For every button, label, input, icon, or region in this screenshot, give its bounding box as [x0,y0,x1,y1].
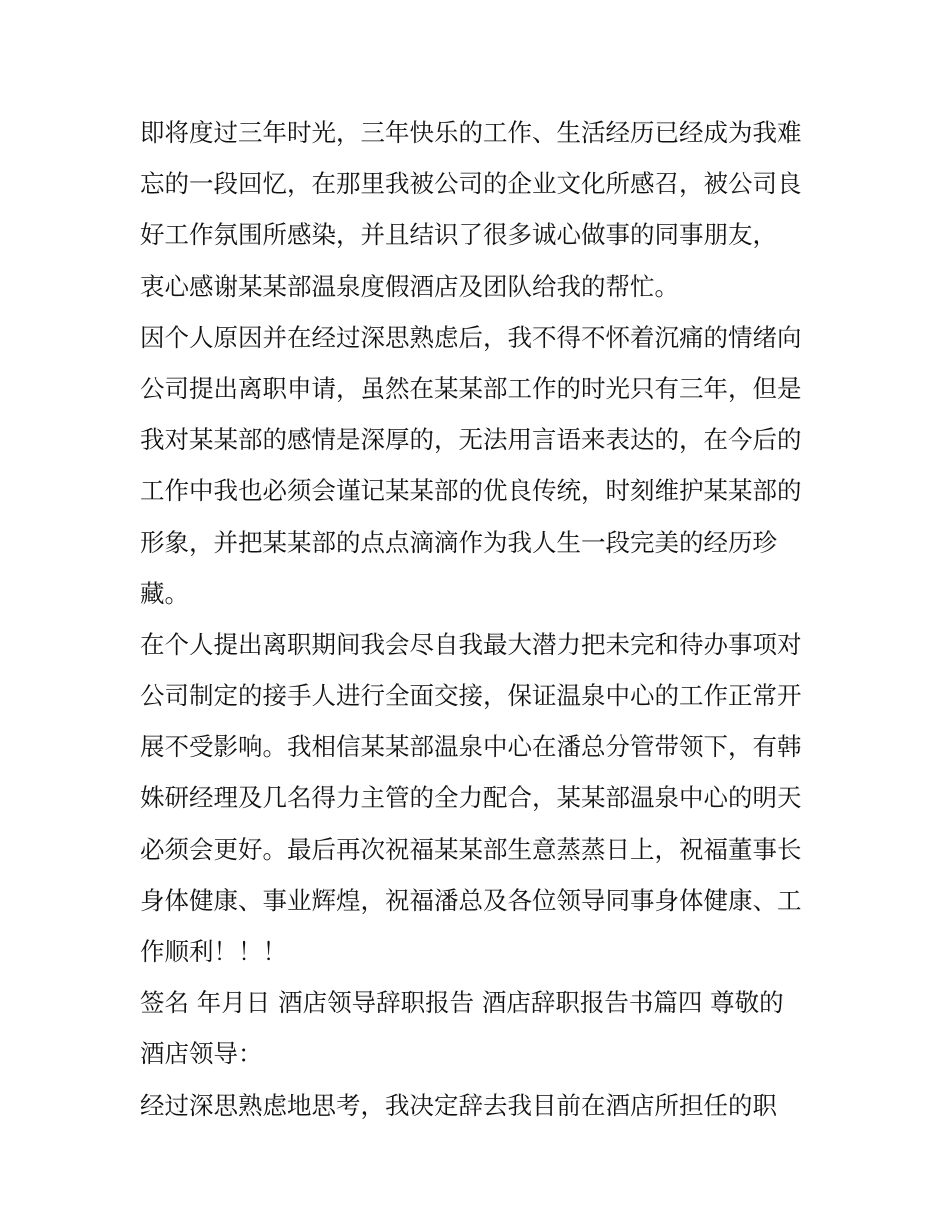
text-line: 身体健康、事业辉煌，祝福潘总及各位领导同事身体健康、工 [140,885,802,915]
text-line: 即将度过三年时光，三年快乐的工作、生活经历已经成为我难 [140,118,802,147]
text-line: 在个人提出离职期间我会尽自我最大潜力把未完和待办事项对 [140,629,802,659]
text-line: 衷心感谢某某部温泉度假酒店及团队给我的帮忙。 [140,271,679,301]
text-line: 经过深思熟虑地思考，我决定辞去我目前在酒店所担任的职 [140,1090,777,1120]
text-line: 公司制定的接手人进行全面交接，保证温泉中心的工作正常开 [140,681,802,711]
text-line: 酒店领导： [140,1039,263,1069]
text-line: 形象，并把某某部的点点滴滴作为我人生一段完美的经历珍 [140,527,777,557]
text-line: 姝研经理及几名得力主管的全力配合，某某部温泉中心的明天 [140,783,802,813]
text-line: 藏。 [140,578,189,608]
body-text [140,107,840,1131]
text-line: 作顺利！！！ [140,937,287,966]
text-line: 签名 年月日 酒店领导辞职报告 酒店辞职报告书篇四 尊敬的 [140,988,784,1018]
text-line: 因个人原因并在经过深思熟虑后，我不得不怀着沉痛的情绪向 [140,322,802,352]
text-line: 展不受影响。我相信某某部温泉中心在潘总分管带领下，有韩 [140,732,802,762]
text-line: 我对某某部的感情是深厚的，无法用言语来表达的，在今后的 [140,425,802,455]
text-line: 工作中我也必须会谨记某某部的优良传统，时刻维护某某部的 [140,476,802,506]
text-line: 必须会更好。最后再次祝福某某部生意蒸蒸日上，祝福董事长 [140,834,802,864]
text-line: 好工作氛围所感染，并且结识了很多诚心做事的同事朋友， [140,220,777,250]
text-line: 忘的一段回忆，在那里我被公司的企业文化所感召，被公司良 [140,169,802,199]
text-line: 公司提出离职申请，虽然在某某部工作的时光只有三年，但是 [140,373,802,403]
